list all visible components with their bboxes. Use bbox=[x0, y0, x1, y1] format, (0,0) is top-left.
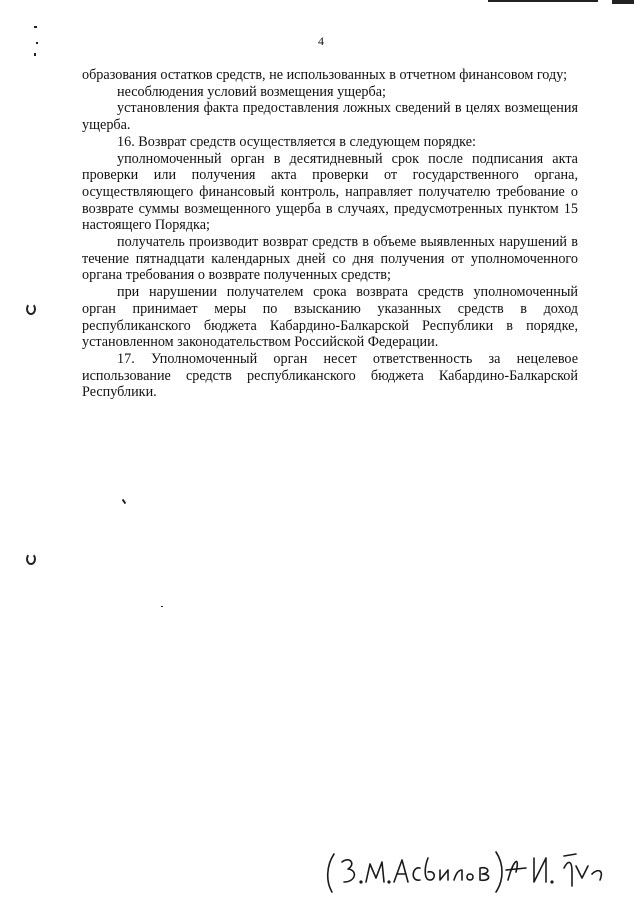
scan-edge-mark bbox=[488, 0, 598, 2]
handwritten-signature bbox=[320, 838, 610, 898]
paragraph-section-16-violation: при нарушении получателем срока возврата средств уполномоченный орган принимает меры по взысканию указанных средств в доход республиканского бюджета Кабардино-Балкарской Республики в порядке, установленном законодательством Российской Федерации. bbox=[82, 284, 578, 351]
paragraph-section-17: 17. Уполномоченный орган несет ответственность за нецелевое использование средств республиканского бюджета Кабардино-Балкарской Республики. bbox=[82, 350, 578, 401]
scan-speck bbox=[122, 499, 127, 504]
paragraph-section-16-authority: уполномоченный орган в десятидневный срок после подписания акта проверки или получения акта проверки от государственного органа, осуществляющего финансовый контроль, направляет получателю требование о возврате суммы возмещенного ущерба в случаях, предусмотренных пунктом 15 настоящего Порядка; bbox=[82, 150, 578, 234]
binder-hole-mark bbox=[26, 303, 36, 315]
scan-speck bbox=[161, 606, 163, 607]
document-body bbox=[82, 67, 578, 401]
paragraph-section-16: 16. Возврат средств осуществляется в следующем порядке: bbox=[117, 133, 476, 150]
binder-hole-mark bbox=[26, 553, 36, 565]
paragraph-damage-conditions: несоблюдения условий возмещения ущерба; bbox=[117, 83, 386, 100]
paragraph-false-information: установления факта предоставления ложных сведений в целях возмещения ущерба. bbox=[82, 100, 578, 134]
paragraph-continuation: образования остатков средств, не использованных в отчетном финансовом году; bbox=[82, 67, 568, 83]
scan-speck bbox=[36, 42, 38, 44]
scan-speck bbox=[34, 53, 36, 56]
scan-edge-mark bbox=[612, 0, 634, 4]
page-number: 4 bbox=[318, 34, 324, 48]
paragraph-section-16-recipient: получатель производит возврат средств в объеме выявленных нарушений в течение пятнадцати календарных дней со дня получения от уполномоченного органа требования о возврате полученных средств; bbox=[82, 234, 578, 284]
scan-speck bbox=[34, 26, 37, 28]
